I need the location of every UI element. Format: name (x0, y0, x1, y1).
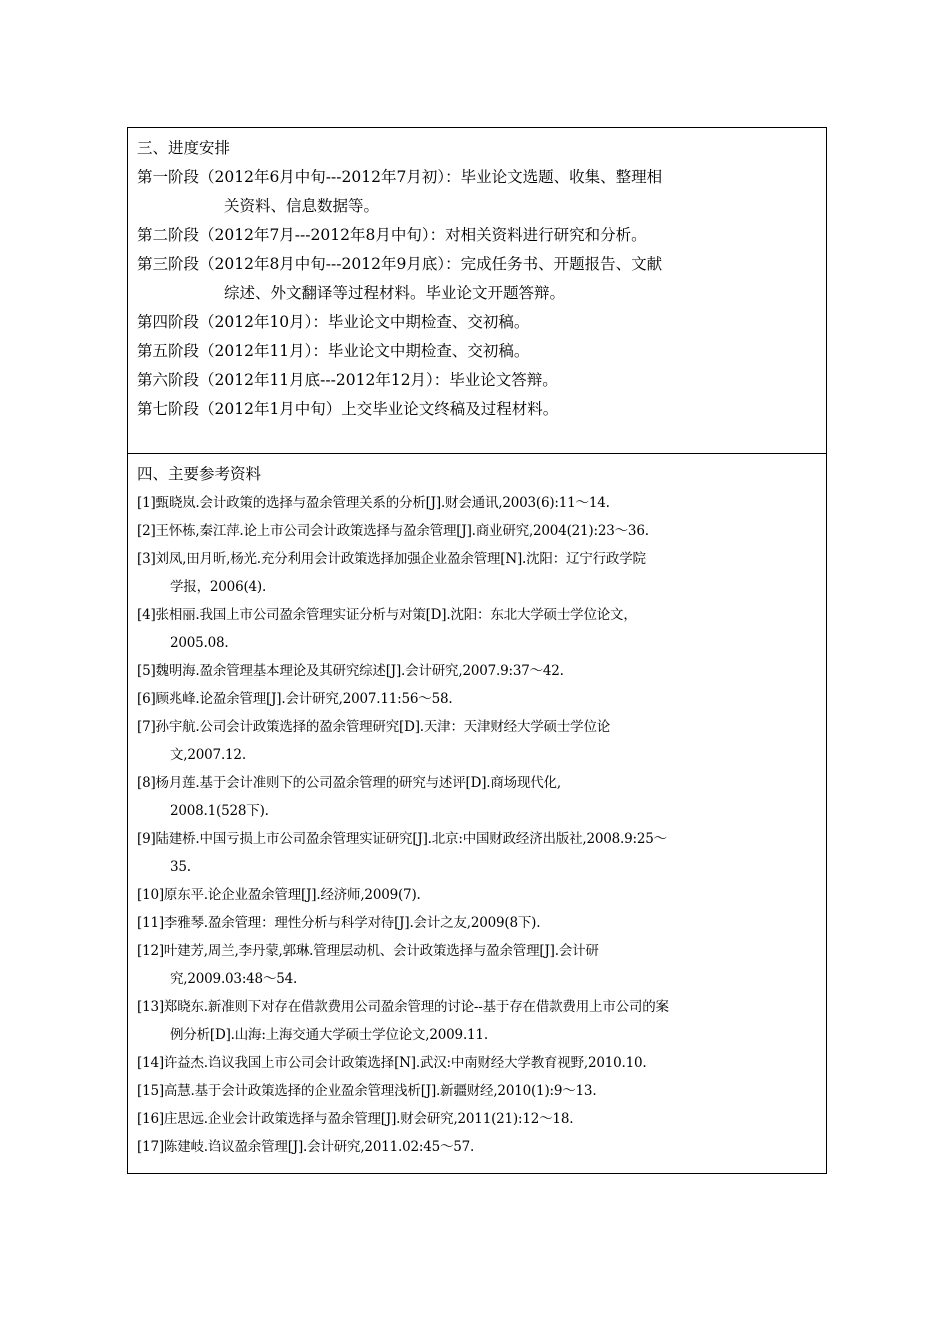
stage-3: 第三阶段（2012年8月中旬---2012年9月底）：完成任务书、开题报告、文献 综述、外文翻译等过程材料。毕业论文开题答辩。 (137, 255, 663, 302)
reference-item: [5]魏明海.盈余管理基本理论及其研究综述[J].会计研究,2007.9:37～42. (137, 663, 564, 679)
reference-item: [7]孙宇航.公司会计政策选择的盈余管理研究[D].天津：天津财经大学硕士学位论 文,2007.12. (137, 719, 611, 763)
reference-item: [13]郑晓东.新准则下对存在借款费用公司盈余管理的讨论--基于存在借款费用上市公司的案 例分析[D].山海:上海交通大学硕士学位论文,2009.11. (137, 999, 669, 1043)
reference-item: [2]王怀栋,秦江萍.论上市公司会计政策选择与盈余管理[J].商业研究,2004(21):23～36. (137, 523, 649, 539)
reference-item: [1]甄晓岚.会计政策的选择与盈余管理关系的分析[J].财会通讯,2003(6):11～14. (137, 495, 610, 511)
stage-1: 第一阶段（2012年6月中旬---2012年7月初）：毕业论文选题、收集、整理相 关资料、信息数据等。 (137, 168, 663, 215)
reference-item: [14]许益杰.诌议我国上市公司会计政策选择[N].武汉:中南财经大学教育视野,2010.10. (137, 1055, 647, 1071)
references-title: 四、主要参考资料 (137, 465, 262, 483)
stage-6: 第六阶段（2012年11月底---2012年12月）：毕业论文答辩。 (137, 371, 558, 389)
reference-item: [12]叶建芳,周兰,李丹蒙,郭琳.管理层动机、会计政策选择与盈余管理[J].会计研 究,2009.03:48～54. (137, 943, 599, 987)
schedule-title: 三、进度安排 (137, 139, 231, 157)
references-section (127, 454, 827, 1174)
stage-4: 第四阶段（2012年10月）：毕业论文中期检查、交初稿。 (137, 313, 530, 331)
reference-item: [6]顾兆峰.论盈余管理[J].会计研究,2007.11:56～58. (137, 691, 453, 707)
reference-item: [10]原东平.论企业盈余管理[J].经济师,2009(7). (137, 887, 421, 903)
reference-item: [4]张相丽.我国上市公司盈余管理实证分析与对策[D].沈阳：东北大学硕士学位论文， 2005.08. (137, 607, 637, 651)
stage-5: 第五阶段（2012年11月）：毕业论文中期检查、交初稿。 (137, 342, 530, 360)
schedule-section (127, 127, 827, 454)
reference-item: [17]陈建岐.诌议盈余管理[J].会计研究,2011.02:45～57. (137, 1139, 475, 1155)
reference-item: [3]刘凤,田月昕,杨光.充分利用会计政策选择加强企业盈余管理[N].沈阳：辽宁行政学院 学报，2006(4). (137, 551, 646, 595)
reference-item: [9]陆建桥.中国亏损上市公司盈余管理实证研究[J].北京:中国财政经济出版社,2008.9:25～ 35. (137, 831, 667, 875)
reference-item: [16]庄思远.企业会计政策选择与盈余管理[J].财会研究,2011(21):12～18. (137, 1111, 574, 1127)
stage-7: 第七阶段（2012年1月中旬）上交毕业论文终稿及过程材料。 (137, 400, 559, 418)
reference-item: [15]高慧.基于会计政策选择的企业盈余管理浅析[J].新疆财经,2010(1):9～13. (137, 1083, 597, 1099)
stage-2: 第二阶段（2012年7月---2012年8月中旬）：对相关资料进行研究和分析。 (137, 226, 647, 244)
reference-item: [11]李雅琴.盈余管理：理性分析与科学对待[J].会计之友,2009(8下). (137, 915, 541, 931)
reference-item: [8]杨月莲.基于会计准则下的公司盈余管理的研究与述评[D].商场现代化, 2008.1(528下). (137, 775, 561, 819)
